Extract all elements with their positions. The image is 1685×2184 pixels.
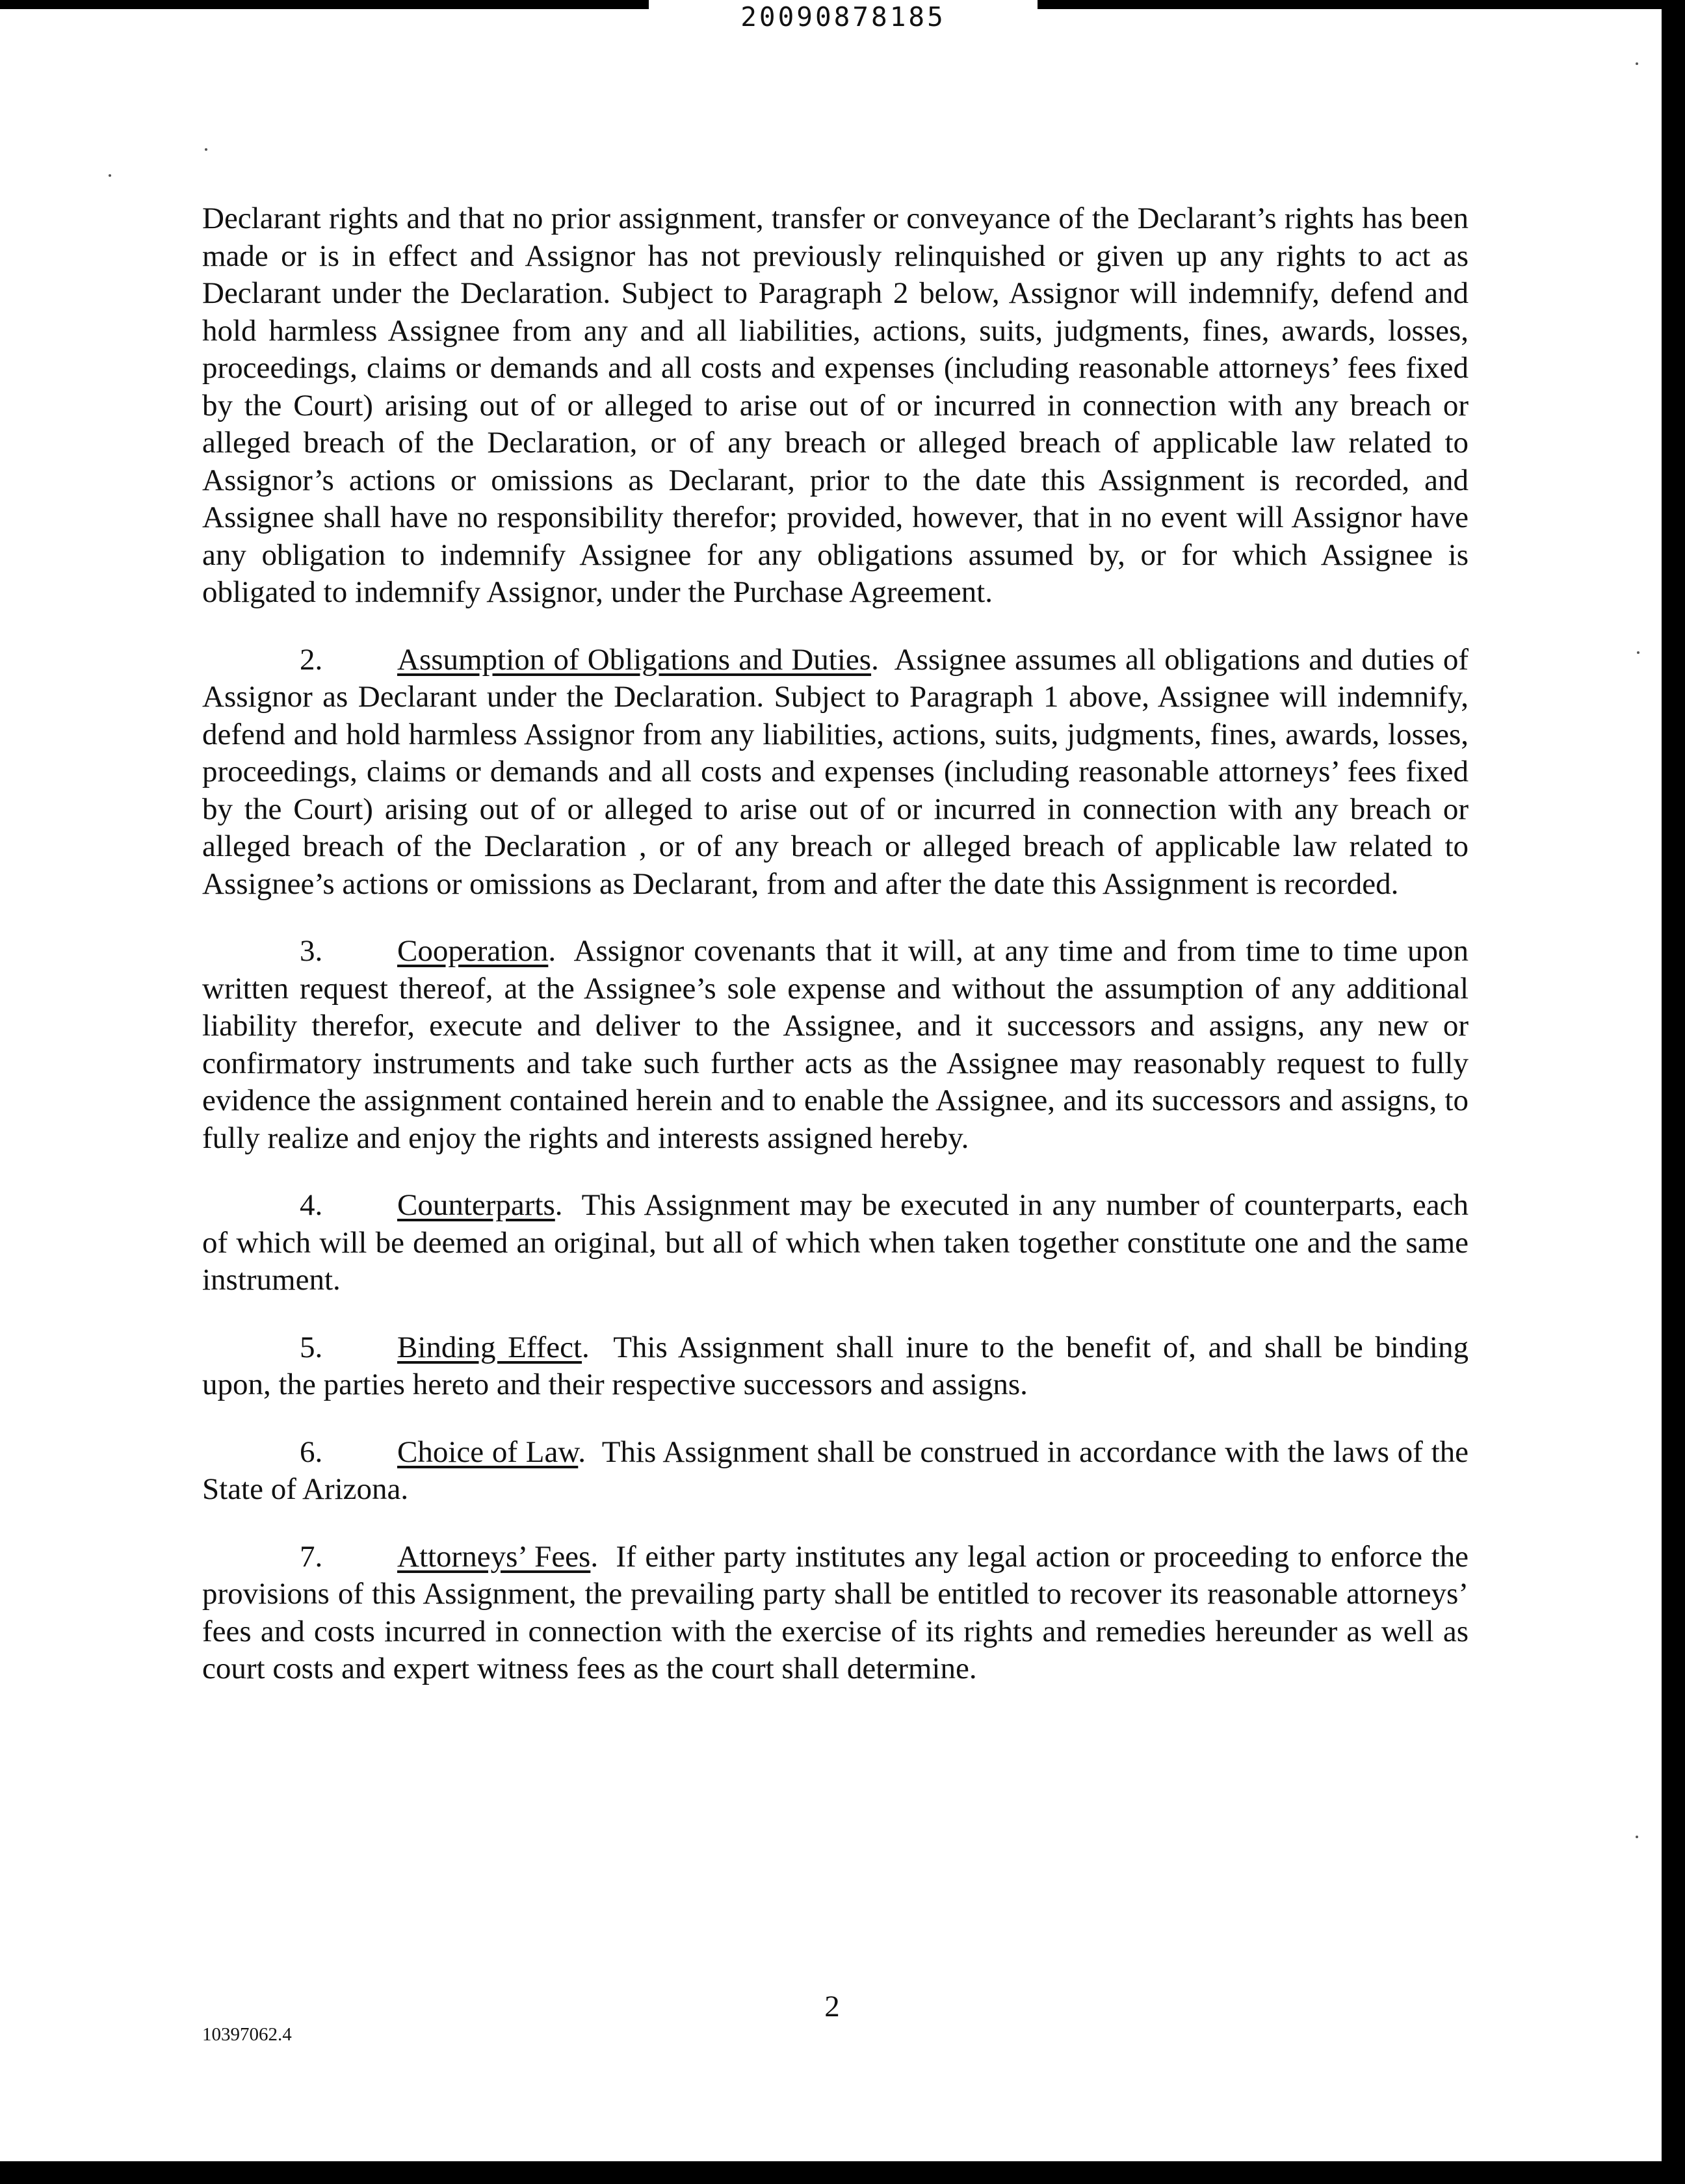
section-text: This Assignment shall inure to the benefit of, and shall be binding upon, the parties hereto and their respective successors and assigns. <box>202 1330 1469 1401</box>
section-number: 4. <box>300 1188 323 1222</box>
scan-speck <box>1636 62 1638 65</box>
section-number: 5. <box>300 1330 323 1364</box>
section-text: Assignee assumes all obligations and duties of Assignor as Declarant under the Declaration. Subject to Paragraph 1 above, Assignee will indemnify, defend and hold harmless Assignor from any liabilities, actions, suits, judgments, fines, awards, losses, proceedings, claims or demands and all costs and expenses (including reasonable attorneys’ fees fixed by the Court) arising out of or alleged to arise out of or incurred in connection with any breach or alleged breach of the Declaration , or of any breach or alleged breach of applicable law related to Assignee’s actions or omissions as Declarant, from and after the date this Assignment is recorded. <box>202 642 1469 901</box>
recording-number: 20090878185 <box>740 1 946 32</box>
section-heading: Cooperation <box>397 934 549 968</box>
document-id: 10397062.4 <box>202 2024 292 2045</box>
section-heading: Counterparts <box>397 1188 555 1222</box>
section-7: 7. Attorneys’ Fees. If either party institutes any legal action or proceeding to enforce the provisions of this Assignment, the prevailing party shall be entitled to recover its reasonable attorneys’ fees and costs incurred in connection with the exercise of its rights and remedies hereunder as well as court costs and expert witness fees as the court shall determine. <box>202 1539 1469 1685</box>
scan-speck <box>205 148 207 151</box>
scan-speck <box>109 174 111 177</box>
section-text: This Assignment shall be construed in accordance with the laws of the State of Arizona. <box>202 1435 1469 1506</box>
section-number: 6. <box>300 1435 323 1469</box>
section-5: 5. Binding Effect. This Assignment shall inure to the benefit of, and shall be binding upon, the parties hereto and their respective successors and assigns. <box>202 1330 1469 1401</box>
scan-speck <box>1636 1836 1638 1838</box>
section-heading: Assumption of Obligations and Duties <box>397 642 872 677</box>
section-number: 3. <box>300 934 323 968</box>
section-4: 4. Counterparts. This Assignment may be executed in any number of counterparts, each of which will be deemed an original, but all of which when taken together constitute one and the same instrument. <box>202 1188 1469 1297</box>
page-number: 2 <box>824 1990 840 2023</box>
section-number: 7. <box>300 1539 323 1574</box>
section-heading: Binding Effect <box>397 1330 582 1364</box>
document-body <box>202 200 1469 1718</box>
section-6: 6. Choice of Law. This Assignment shall be construed in accordance with the laws of the State of Arizona. <box>202 1435 1469 1506</box>
section-number: 2. <box>300 642 323 677</box>
section-text: Assignor covenants that it will, at any time and from time to time upon written request thereof, at the Assignee’s sole expense and without the assumption of any additional liability therefor, execute and deliver to the Assignee, and it successors and assigns, any new or confirmatory instruments and take such further acts as the Assignee may reasonably request to fully evidence the assignment contained herein and to enable the Assignee, and its successors and assigns, to fully realize and enjoy the rights and interests assigned hereby. <box>202 934 1469 1155</box>
section-text: If either party institutes any legal action or proceeding to enforce the provisions of this Assignment, the prevailing party shall be entitled to recover its reasonable attorneys’ fees and costs incurred in connection with the exercise of its rights and remedies hereunder as well as court costs and expert witness fees as the court shall determine. <box>202 1539 1469 1685</box>
scan-speck <box>1637 651 1639 654</box>
section-text: This Assignment may be executed in any number of counterparts, each of which will be deemed an original, but all of which when taken together constitute one and the same instrument. <box>202 1188 1469 1297</box>
section-2: 2. Assumption of Obligations and Duties. Assignee assumes all obligations and duties of Assignor as Declarant under the Declaration. Subject to Paragraph 1 above, Assignee will indemnify, defend and hold harmless Assignor from any liabilities, actions, suits, judgments, fines, awards, losses, proceedings, claims or demands and all costs and expenses (including reasonable attorneys’ fees fixed by the Court) arising out of or alleged to arise out of or incurred in connection with any breach or alleged breach of the Declaration , or of any breach or alleged breach of applicable law related to Assignee’s actions or omissions as Declarant, from and after the date this Assignment is recorded. <box>202 642 1469 901</box>
section-heading: Choice of Law <box>397 1435 579 1469</box>
section-heading: Attorneys’ Fees <box>397 1539 591 1574</box>
intro-paragraph: Declarant rights and that no prior assignment, transfer or conveyance of the Declarant’s rights has been made or is in effect and Assignor has not previously relinquished or given up any rights to act as Declarant under the Declaration. Subject to Paragraph 2 below, Assignor will indemnify, defend and hold harmless Assignee from any and all liabilities, actions, suits, judgments, fines, awards, losses, proceedings, claims or demands and all costs and expenses (including reasonable attorneys’ fees fixed by the Court) arising out of or alleged to arise out of or incurred in connection with any breach or alleged breach of the Declaration, or of any breach or alleged breach of applicable law related to Assignor’s actions or omissions as Declarant, prior to the date this Assignment is recorded, and Assignee shall have no responsibility therefor; provided, however, that in no event will Assignor have any obligation to indemnify Assignee for any obligations assumed by, or for which Assignee is obligated to indemnify Assignor, under the Purchase Agreement. <box>202 202 1469 609</box>
section-3: 3. Cooperation. Assignor covenants that it will, at any time and from time to time upon written request thereof, at the Assignee’s sole expense and without the assumption of any additional liability therefor, execute and deliver to the Assignee, and it successors and assigns, any new or confirmatory instruments and take such further acts as the Assignee may reasonably request to fully evidence the assignment contained herein and to enable the Assignee, and its successors and assigns, to fully realize and enjoy the rights and interests assigned hereby. <box>202 934 1469 1155</box>
